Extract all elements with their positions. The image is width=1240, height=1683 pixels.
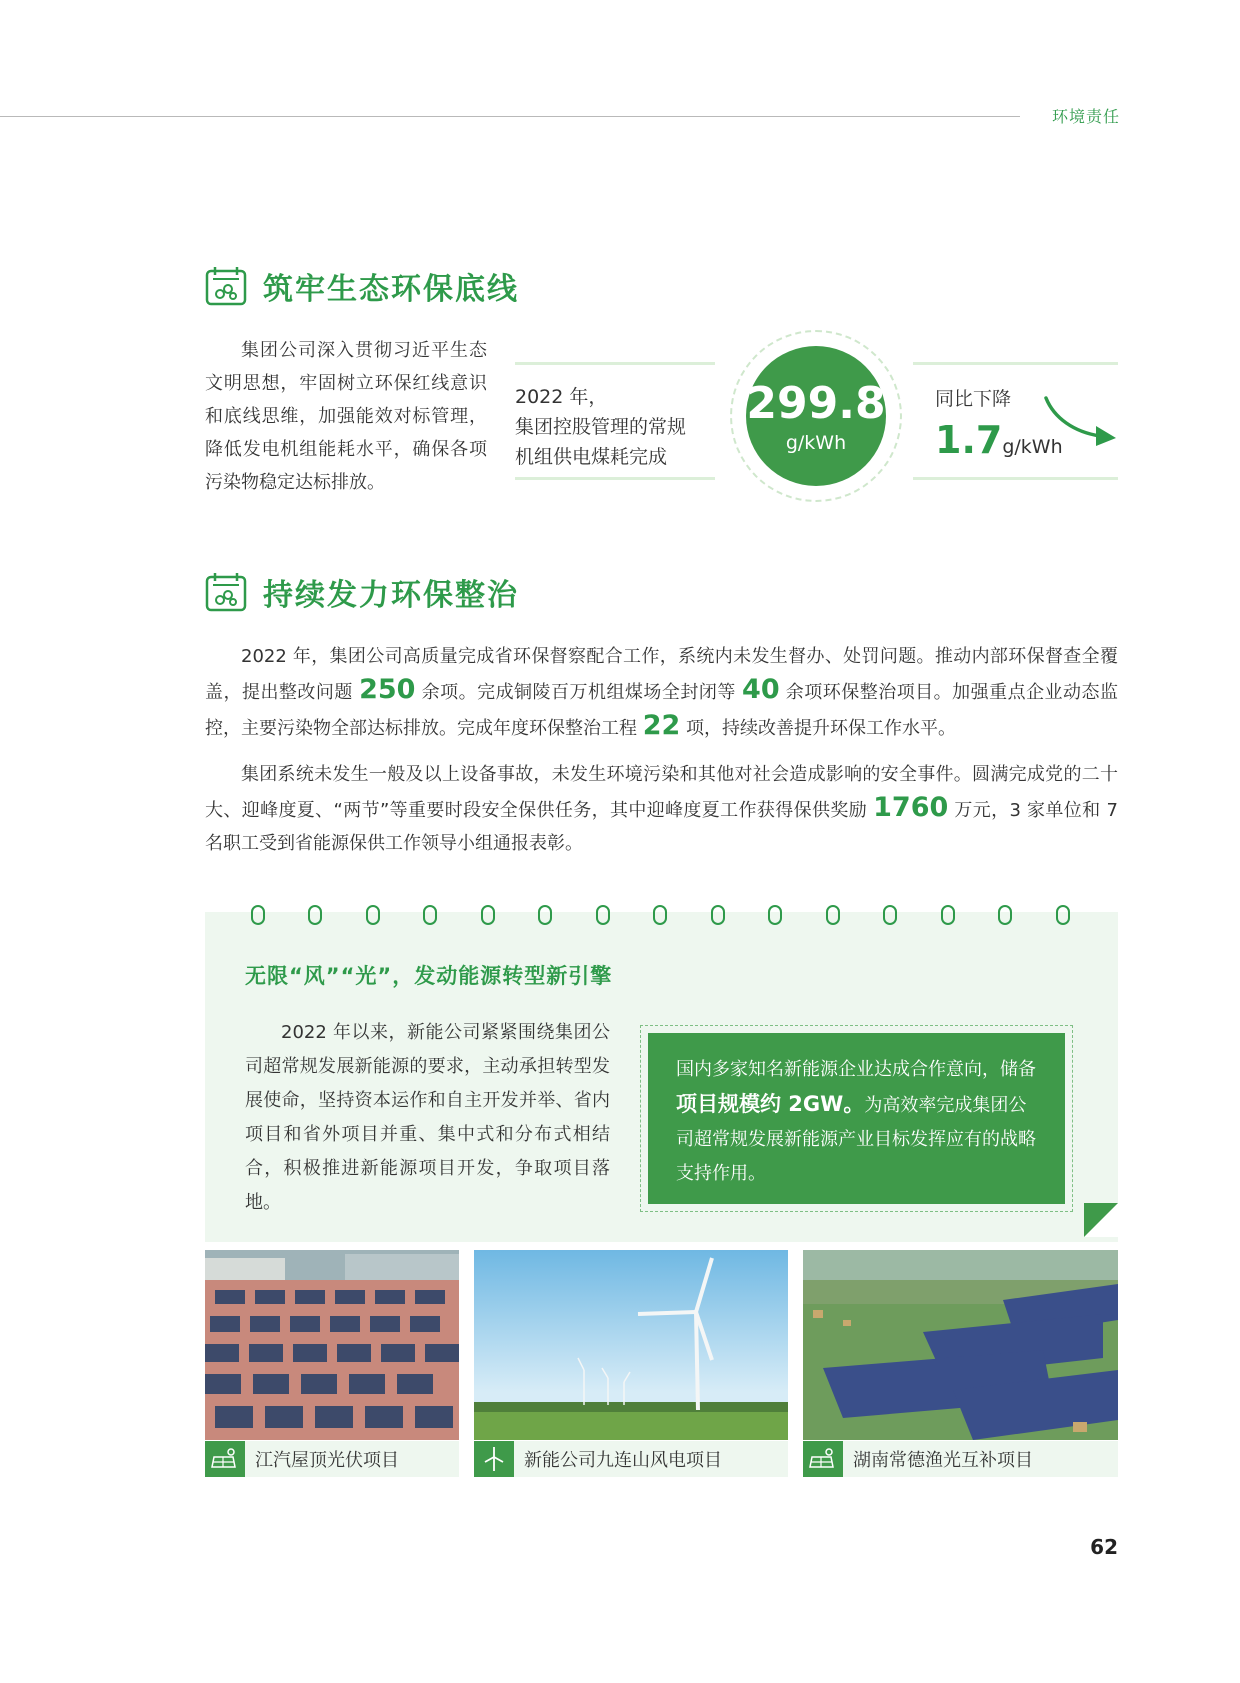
eco-clipboard-icon bbox=[205, 265, 247, 307]
change-unit: g/kWh bbox=[1002, 436, 1063, 458]
stat-desc-line: 2022 年， bbox=[515, 386, 608, 408]
text-run: 为高效率完成集团公司超常规发展新能源产业目标发挥应有的战略支持作用。 bbox=[676, 1095, 1036, 1184]
photo-rooftop-solar bbox=[205, 1250, 459, 1440]
highlight-text: 项目规模约 2GW。 bbox=[676, 1092, 865, 1116]
stat-rule-top bbox=[515, 362, 715, 365]
change-value: 1.7 bbox=[935, 418, 1003, 462]
photo-caption-text: 湖南常德渔光互补项目 bbox=[853, 1450, 1033, 1471]
feature-card-title: 无限“风”“光”，发动能源转型新引擎 bbox=[245, 964, 613, 988]
photo-wind-farm bbox=[474, 1250, 788, 1440]
header-rule bbox=[0, 116, 1020, 117]
page-number: 62 bbox=[1090, 1535, 1118, 1559]
eco-clipboard-icon bbox=[205, 571, 247, 613]
coal-consumption-unit: g/kWh bbox=[785, 432, 847, 454]
photo-caption bbox=[474, 1441, 788, 1477]
stat-rule-bottom bbox=[515, 477, 715, 480]
stat-desc-line: 集团控股管理的常规 bbox=[515, 416, 687, 438]
photo-caption bbox=[803, 1441, 1118, 1477]
header-section-title: 环境责任 bbox=[1051, 107, 1120, 126]
stat-desc-line: 机组供电煤耗完成 bbox=[515, 446, 668, 468]
highlight-number: 250 bbox=[359, 674, 416, 705]
section-title: 筑牢生态环保底线 bbox=[263, 272, 519, 307]
text-run: 项，持续改善提升环保工作水平。 bbox=[680, 718, 957, 739]
stat-circle bbox=[746, 346, 886, 486]
coal-consumption-value: 299.8 bbox=[746, 378, 886, 429]
photo-caption-text: 江汽屋顶光伏项目 bbox=[255, 1450, 399, 1471]
section1-intro: 集团公司深入贯彻习近平生态文明思想，牢固树立环保红线意识和底线思维，加强能效对标管理，降低发电机组能耗水平，确保各项污染物稳定达标排放。 bbox=[205, 340, 487, 493]
photo-caption-text: 新能公司九连山风电项目 bbox=[524, 1450, 722, 1471]
solar-panel-icon bbox=[205, 1441, 245, 1477]
notebook-rings bbox=[205, 900, 1118, 930]
stat-rule-top bbox=[913, 362, 1118, 365]
stat-description-text bbox=[515, 382, 686, 472]
solar-panel-icon bbox=[803, 1441, 843, 1477]
page-fold-corner bbox=[1084, 1203, 1118, 1237]
highlight-number: 40 bbox=[742, 674, 780, 705]
photo-fishery-solar bbox=[803, 1250, 1118, 1440]
section-heading-1 bbox=[205, 264, 519, 308]
text-run: 集团系统未发生一般及以上设备事故，未发生环境污染和其他对社会造成影响的安全事件。圆满完成党的二十大、迎峰度夏、“两节”等重要时段安全保供任务，其中迎峰度夏工作获得保供奖励 bbox=[205, 764, 1118, 821]
feature-card-text: 2022 年以来，新能公司紧紧围绕集团公司超常规发展新能源的要求，主动承担转型发展使命，坚持资本运作和自主开发并举、省内项目和省外项目并重、集中式和分布式相结合，积极推进新能源项目开发，争取项目落地。 bbox=[245, 1022, 610, 1213]
wind-turbine-icon bbox=[474, 1441, 514, 1477]
highlight-box bbox=[648, 1033, 1065, 1204]
stat-description bbox=[515, 362, 715, 482]
stat-rule-bottom bbox=[913, 477, 1118, 480]
text-run: 余项环保整治项目。加强重点企业动态监控，主要污染物全部达标排放。完成年度环保整治工程 bbox=[205, 682, 1118, 739]
section-title: 持续发力环保整治 bbox=[263, 578, 519, 613]
text-run: 2022 年，集团公司高质量完成省环保督察配合工作，系统内未发生督办、处罚问题。推动内部环保督查全覆盖，提出整改问题 bbox=[205, 646, 1118, 703]
text-run: 万元，3 家单位和 7 名职工受到省能源保供工作领导小组通报表彰。 bbox=[205, 800, 1118, 854]
change-label: 同比下降 bbox=[935, 388, 1012, 410]
text-run: 余项。完成铜陵百万机组煤场全封闭等 bbox=[415, 682, 743, 703]
section2-paragraph-1 bbox=[205, 640, 1118, 745]
section-heading-2 bbox=[205, 570, 519, 614]
section2-paragraph-2 bbox=[205, 758, 1118, 860]
highlight-number: 1760 bbox=[873, 792, 949, 823]
text-run: 国内多家知名新能源企业达成合作意向，储备 bbox=[676, 1059, 1036, 1080]
highlight-number: 22 bbox=[642, 710, 681, 741]
down-trend-arrow-icon bbox=[1040, 392, 1120, 448]
photo-caption bbox=[205, 1441, 459, 1477]
